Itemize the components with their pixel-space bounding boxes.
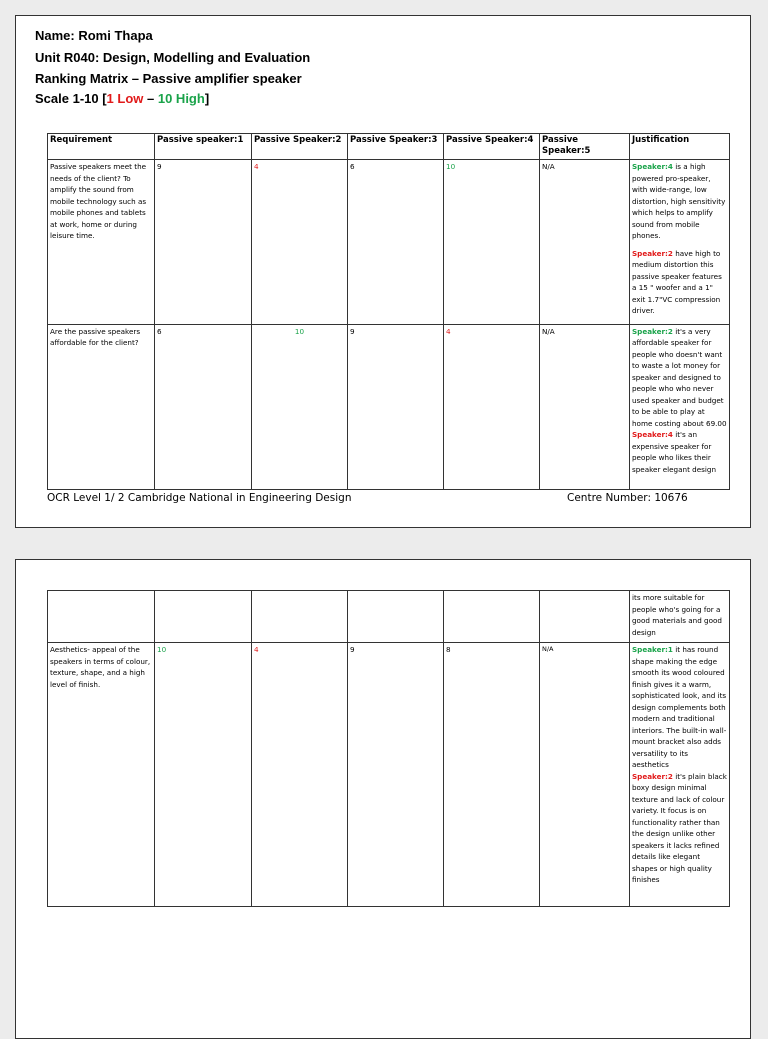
document-page-1 — [15, 15, 751, 528]
justification-text: is a high powered pro-speaker, with wide-range, low distortion, high sensitivity which helps to amplify sound from mobile phones. — [632, 162, 726, 240]
matrix-title: Ranking Matrix – Passive amplifier speaker — [35, 71, 302, 86]
header-speaker-3: Passive Speaker:3 — [348, 134, 444, 160]
justification-entry — [632, 429, 727, 475]
requirement-cell: Are the passive speakers affordable for the client? — [48, 324, 155, 489]
score-cell: 4 — [252, 160, 348, 325]
header-speaker-4: Passive Speaker:4 — [444, 134, 540, 160]
scale-high: 10 High — [157, 91, 205, 106]
header-justification: Justification — [630, 134, 730, 160]
unit-title: Unit R040: Design, Modelling and Evaluation — [35, 50, 311, 65]
header-speaker-5: Passive Speaker:5 — [540, 134, 630, 160]
header-requirement: Requirement — [48, 134, 155, 160]
score-cell: 9 — [155, 160, 252, 325]
justification-text: it's an expensive speaker for people who likes their speaker elegant design — [632, 430, 717, 474]
justification-cell — [630, 160, 730, 325]
footer-course: OCR Level 1/ 2 Cambridge National in Engineering Design — [47, 492, 352, 504]
justification-text: have high to medium distortion this passive speaker features a 15 " woofer and a 1" exit 1.7"VC compression driver. — [632, 248, 722, 315]
score-cell: 8 — [444, 643, 540, 907]
scale-suffix: ] — [204, 91, 210, 106]
speaker-ref: Speaker:2 — [632, 248, 673, 258]
justification-entry — [632, 248, 727, 317]
table-row-continued — [48, 591, 730, 643]
justification-entry — [632, 326, 727, 430]
header-speaker-2: Passive Speaker:2 — [252, 134, 348, 160]
empty-cell — [444, 591, 540, 643]
justification-entry — [632, 644, 727, 771]
score-cell: N/A — [540, 324, 630, 489]
score-cell: N/A — [540, 643, 630, 907]
speaker-ref: Speaker:2 — [632, 771, 673, 781]
justification-text: it's plain black boxy design minimal texture and lack of colour variety. It focus is on functionality rather than the design unlike other speakers it lacks refined details like elegant shapes or high quality finishes — [632, 771, 727, 884]
table-row — [48, 324, 730, 489]
score-cell: 9 — [348, 324, 444, 489]
footer-centre-number: Centre Number: 10676 — [567, 492, 688, 504]
requirement-cell: Aesthetics- appeal of the speakers in terms of colour, texture, shape, and a high level of finish. — [48, 643, 155, 907]
score-cell: 10 — [252, 324, 348, 489]
student-name: Name: Romi Thapa — [35, 28, 153, 43]
document-page-2 — [15, 559, 751, 1039]
speaker-ref: Speaker:4 — [632, 430, 673, 439]
speaker-ref: Speaker:4 — [632, 162, 673, 171]
justification-text: it has round shape making the edge smooth its wood coloured finish gives it a warm, sophisticated look, and its design complements both modern and traditional interiors. The built-in wall-mount bracket also adds versatility to its aesthetics — [632, 645, 727, 769]
empty-cell — [348, 591, 444, 643]
score-cell: 10 — [444, 160, 540, 325]
table-header-row — [48, 134, 730, 160]
table-row — [48, 643, 730, 907]
justification-cell — [630, 643, 730, 907]
score-cell: 6 — [155, 324, 252, 489]
ranking-matrix-table — [47, 133, 730, 490]
empty-cell — [252, 591, 348, 643]
speaker-ref: Speaker:2 — [632, 326, 673, 336]
score-cell: 10 — [155, 643, 252, 907]
score-cell: N/A — [540, 160, 630, 325]
score-cell: 4 — [444, 324, 540, 489]
scale-prefix: Scale 1-10 [ — [35, 91, 107, 106]
empty-cell — [540, 591, 630, 643]
speaker-ref: Speaker:1 — [632, 645, 673, 654]
justification-cell — [630, 324, 730, 489]
score-cell: 4 — [252, 643, 348, 907]
justification-text: it's a very affordable speaker for people who doesn't want to waste a lot money for speaker and designed to people who who never used speaker and budget to be able to play at home costing about 69.00 — [632, 326, 727, 428]
justification-entry — [632, 771, 727, 886]
scale-line — [35, 91, 209, 106]
score-cell: 6 — [348, 160, 444, 325]
requirement-cell: Passive speakers meet the needs of the client? To amplify the sound from mobile technology such as mobile phones and tablets at work, home or during leisure time. — [48, 160, 155, 325]
score-cell: 9 — [348, 643, 444, 907]
empty-cell — [155, 591, 252, 643]
scale-low: 1 Low — [106, 91, 144, 106]
table-row — [48, 160, 730, 325]
justification-cell: its more suitable for people who's going for a good materials and good design — [630, 591, 730, 643]
empty-cell — [48, 591, 155, 643]
ranking-matrix-table-continued — [47, 590, 730, 907]
header-speaker-1: Passive speaker:1 — [155, 134, 252, 160]
scale-dash: – — [143, 91, 158, 106]
justification-entry — [632, 161, 727, 242]
